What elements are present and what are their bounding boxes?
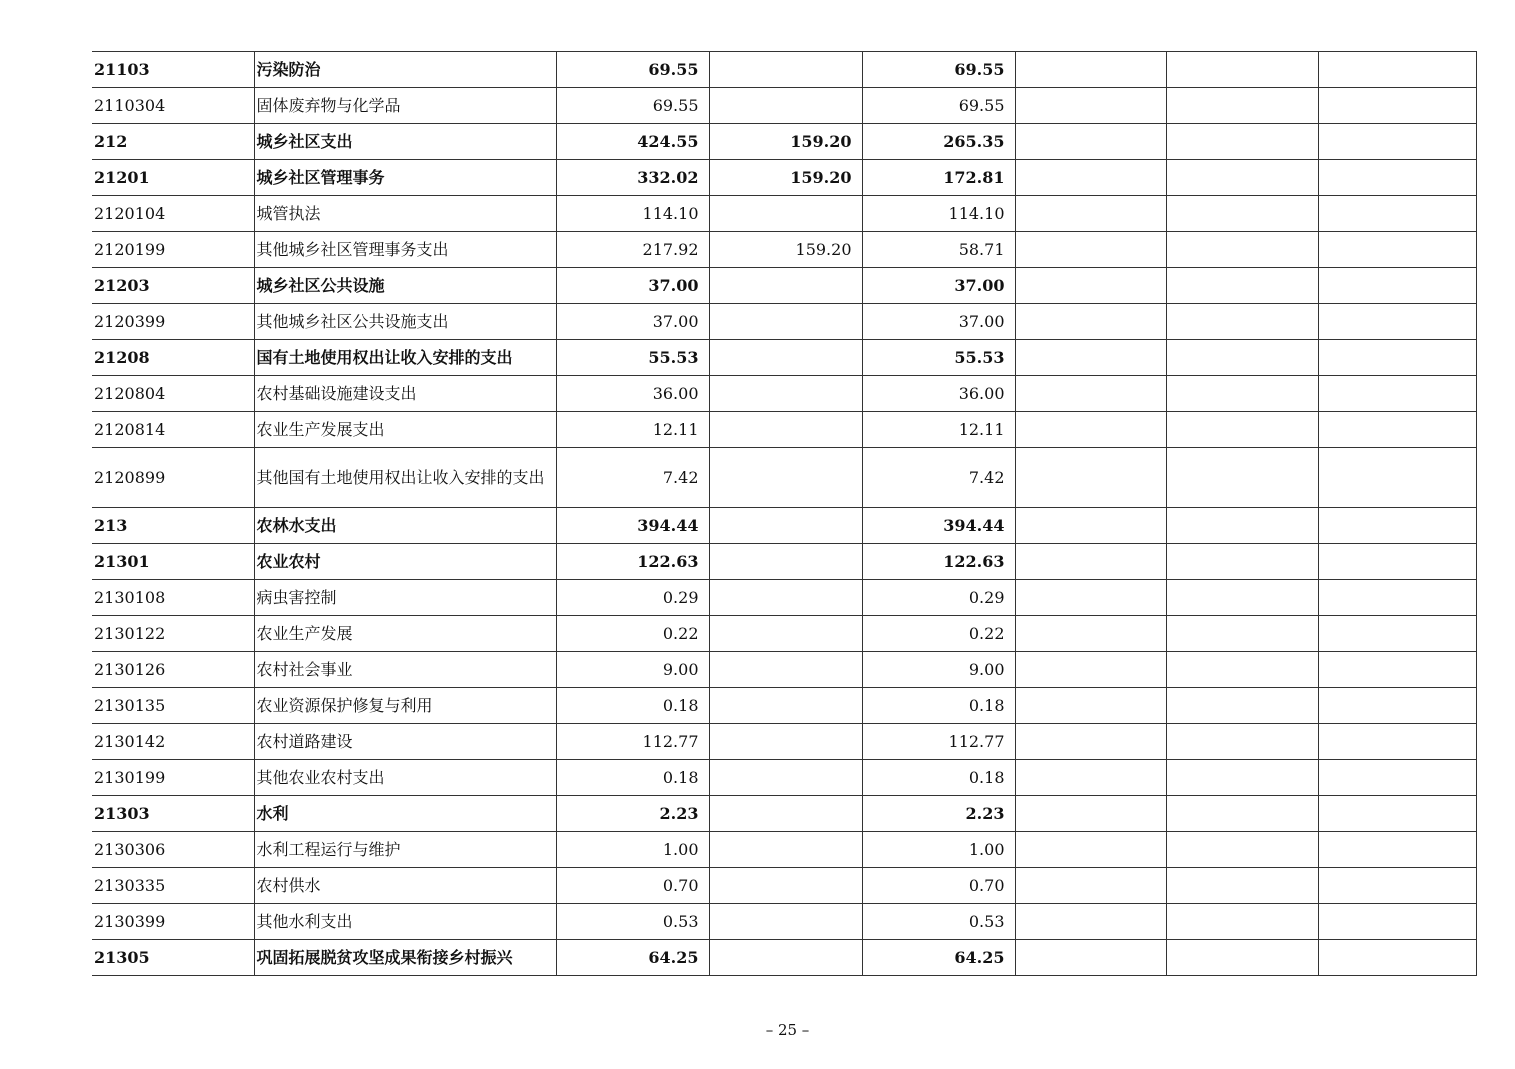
amount-cell: 0.22 — [556, 616, 709, 652]
table-row — [92, 448, 1476, 508]
amount-cell — [1015, 616, 1166, 652]
amount-cell — [1015, 832, 1166, 868]
amount-cell — [709, 688, 862, 724]
amount-cell — [709, 448, 862, 508]
amount-cell — [709, 724, 862, 760]
amount-cell: 172.81 — [862, 160, 1015, 196]
table-row — [92, 832, 1476, 868]
amount-cell: 394.44 — [862, 508, 1015, 544]
amount-cell — [1015, 304, 1166, 340]
amount-cell — [709, 940, 862, 976]
code-cell: 21208 — [92, 340, 254, 376]
table-row — [92, 940, 1476, 976]
table-row — [92, 124, 1476, 160]
amount-cell — [1166, 124, 1318, 160]
amount-cell — [1166, 52, 1318, 88]
amount-cell: 0.18 — [862, 760, 1015, 796]
amount-cell: 0.18 — [862, 688, 1015, 724]
amount-cell — [1015, 724, 1166, 760]
amount-cell — [1015, 544, 1166, 580]
amount-cell — [1015, 124, 1166, 160]
amount-cell — [1318, 760, 1476, 796]
amount-cell — [1318, 304, 1476, 340]
code-cell: 2120104 — [92, 196, 254, 232]
table-row — [92, 580, 1476, 616]
amount-cell: 37.00 — [862, 268, 1015, 304]
name-cell: 农业农村 — [254, 544, 556, 580]
amount-cell — [1318, 940, 1476, 976]
amount-cell — [709, 796, 862, 832]
amount-cell — [1166, 268, 1318, 304]
amount-cell: 58.71 — [862, 232, 1015, 268]
amount-cell — [1015, 88, 1166, 124]
amount-cell: 112.77 — [556, 724, 709, 760]
amount-cell — [709, 196, 862, 232]
name-cell: 农村社会事业 — [254, 652, 556, 688]
amount-cell: 0.70 — [862, 868, 1015, 904]
amount-cell — [1166, 412, 1318, 448]
amount-cell: 12.11 — [556, 412, 709, 448]
code-cell: 21301 — [92, 544, 254, 580]
amount-cell — [1318, 904, 1476, 940]
name-cell: 巩固拓展脱贫攻坚成果衔接乡村振兴 — [254, 940, 556, 976]
amount-cell — [709, 904, 862, 940]
amount-cell: 9.00 — [862, 652, 1015, 688]
amount-cell: 0.53 — [862, 904, 1015, 940]
amount-cell — [1166, 832, 1318, 868]
amount-cell — [709, 544, 862, 580]
amount-cell — [1318, 124, 1476, 160]
amount-cell: 159.20 — [709, 232, 862, 268]
amount-cell — [1015, 196, 1166, 232]
code-cell: 2130108 — [92, 580, 254, 616]
table-row — [92, 412, 1476, 448]
name-cell: 农业生产发展支出 — [254, 412, 556, 448]
amount-cell: 114.10 — [556, 196, 709, 232]
name-cell: 国有土地使用权出让收入安排的支出 — [254, 340, 556, 376]
name-cell: 农村基础设施建设支出 — [254, 376, 556, 412]
code-cell: 2130306 — [92, 832, 254, 868]
code-cell: 2120199 — [92, 232, 254, 268]
name-cell: 城管执法 — [254, 196, 556, 232]
table-row — [92, 268, 1476, 304]
amount-cell — [1166, 688, 1318, 724]
amount-cell — [1318, 448, 1476, 508]
code-cell: 21103 — [92, 52, 254, 88]
amount-cell — [1318, 724, 1476, 760]
amount-cell — [1166, 724, 1318, 760]
name-cell: 城乡社区支出 — [254, 124, 556, 160]
amount-cell: 37.00 — [556, 304, 709, 340]
amount-cell — [1166, 580, 1318, 616]
amount-cell — [709, 88, 862, 124]
amount-cell — [1318, 868, 1476, 904]
amount-cell — [1015, 688, 1166, 724]
amount-cell: 69.55 — [862, 88, 1015, 124]
amount-cell — [1015, 52, 1166, 88]
amount-cell — [709, 52, 862, 88]
amount-cell: 0.18 — [556, 688, 709, 724]
amount-cell — [1015, 508, 1166, 544]
code-cell: 213 — [92, 508, 254, 544]
name-cell: 其他农业农村支出 — [254, 760, 556, 796]
amount-cell: 1.00 — [556, 832, 709, 868]
amount-cell — [1166, 544, 1318, 580]
amount-cell: 36.00 — [862, 376, 1015, 412]
code-cell: 2130142 — [92, 724, 254, 760]
amount-cell — [1015, 940, 1166, 976]
name-cell: 水利工程运行与维护 — [254, 832, 556, 868]
amount-cell: 55.53 — [862, 340, 1015, 376]
table-row — [92, 616, 1476, 652]
code-cell: 2130122 — [92, 616, 254, 652]
table-row — [92, 724, 1476, 760]
amount-cell — [1015, 904, 1166, 940]
table-row — [92, 52, 1476, 88]
name-cell: 其他城乡社区公共设施支出 — [254, 304, 556, 340]
code-cell: 2130135 — [92, 688, 254, 724]
page-number: – 25 – — [765, 1021, 810, 1039]
amount-cell — [1318, 52, 1476, 88]
amount-cell — [709, 760, 862, 796]
amount-cell — [1166, 796, 1318, 832]
table-row — [92, 160, 1476, 196]
amount-cell — [1015, 652, 1166, 688]
amount-cell: 69.55 — [556, 52, 709, 88]
amount-cell — [1318, 508, 1476, 544]
amount-cell: 424.55 — [556, 124, 709, 160]
amount-cell — [1015, 412, 1166, 448]
amount-cell — [709, 508, 862, 544]
name-cell: 水利 — [254, 796, 556, 832]
table-row — [92, 376, 1476, 412]
amount-cell — [1015, 796, 1166, 832]
code-cell: 21305 — [92, 940, 254, 976]
name-cell: 其他城乡社区管理事务支出 — [254, 232, 556, 268]
amount-cell: 36.00 — [556, 376, 709, 412]
budget-table — [92, 51, 1477, 976]
table-row — [92, 196, 1476, 232]
table-row — [92, 904, 1476, 940]
amount-cell — [1318, 652, 1476, 688]
amount-cell — [1015, 760, 1166, 796]
amount-cell — [709, 340, 862, 376]
amount-cell: 69.55 — [862, 52, 1015, 88]
amount-cell — [1015, 448, 1166, 508]
amount-cell — [1166, 868, 1318, 904]
amount-cell: 69.55 — [556, 88, 709, 124]
amount-cell — [1015, 580, 1166, 616]
amount-cell — [1318, 268, 1476, 304]
amount-cell: 37.00 — [556, 268, 709, 304]
code-cell: 2120804 — [92, 376, 254, 412]
code-cell: 2110304 — [92, 88, 254, 124]
amount-cell — [1166, 760, 1318, 796]
name-cell: 农林水支出 — [254, 508, 556, 544]
amount-cell: 7.42 — [862, 448, 1015, 508]
amount-cell: 0.29 — [862, 580, 1015, 616]
amount-cell: 159.20 — [709, 160, 862, 196]
name-cell: 其他国有土地使用权出让收入安排的支出 — [254, 448, 556, 508]
amount-cell — [1015, 232, 1166, 268]
table-row — [92, 868, 1476, 904]
amount-cell: 0.70 — [556, 868, 709, 904]
amount-cell — [1166, 508, 1318, 544]
amount-cell — [1166, 88, 1318, 124]
name-cell: 污染防治 — [254, 52, 556, 88]
amount-cell — [1166, 904, 1318, 940]
code-cell: 21201 — [92, 160, 254, 196]
amount-cell: 64.25 — [862, 940, 1015, 976]
amount-cell — [1015, 268, 1166, 304]
amount-cell — [1015, 376, 1166, 412]
amount-cell — [1015, 160, 1166, 196]
amount-cell — [1318, 196, 1476, 232]
code-cell: 2120814 — [92, 412, 254, 448]
amount-cell — [1166, 448, 1318, 508]
table-row — [92, 232, 1476, 268]
amount-cell — [1318, 160, 1476, 196]
amount-cell: 0.18 — [556, 760, 709, 796]
amount-cell — [709, 412, 862, 448]
amount-cell — [709, 580, 862, 616]
amount-cell: 64.25 — [556, 940, 709, 976]
amount-cell — [709, 616, 862, 652]
amount-cell — [1166, 376, 1318, 412]
name-cell: 农业资源保护修复与利用 — [254, 688, 556, 724]
amount-cell — [709, 652, 862, 688]
amount-cell: 0.53 — [556, 904, 709, 940]
amount-cell: 55.53 — [556, 340, 709, 376]
amount-cell — [1318, 232, 1476, 268]
amount-cell: 394.44 — [556, 508, 709, 544]
amount-cell — [1166, 232, 1318, 268]
amount-cell — [1318, 616, 1476, 652]
amount-cell: 0.29 — [556, 580, 709, 616]
name-cell: 农村供水 — [254, 868, 556, 904]
amount-cell — [1318, 376, 1476, 412]
amount-cell: 122.63 — [556, 544, 709, 580]
amount-cell: 9.00 — [556, 652, 709, 688]
code-cell: 2120399 — [92, 304, 254, 340]
amount-cell — [1166, 340, 1318, 376]
table-row — [92, 760, 1476, 796]
name-cell: 病虫害控制 — [254, 580, 556, 616]
code-cell: 2120899 — [92, 448, 254, 508]
name-cell: 固体废弃物与化学品 — [254, 88, 556, 124]
amount-cell: 112.77 — [862, 724, 1015, 760]
table-row — [92, 796, 1476, 832]
amount-cell: 114.10 — [862, 196, 1015, 232]
amount-cell — [1015, 340, 1166, 376]
amount-cell — [1166, 940, 1318, 976]
name-cell: 城乡社区公共设施 — [254, 268, 556, 304]
amount-cell: 2.23 — [862, 796, 1015, 832]
table-row — [92, 544, 1476, 580]
code-cell: 2130335 — [92, 868, 254, 904]
code-cell: 2130399 — [92, 904, 254, 940]
table-row — [92, 88, 1476, 124]
amount-cell — [1166, 304, 1318, 340]
amount-cell: 159.20 — [709, 124, 862, 160]
code-cell: 2130199 — [92, 760, 254, 796]
code-cell: 2130126 — [92, 652, 254, 688]
name-cell: 城乡社区管理事务 — [254, 160, 556, 196]
amount-cell: 122.63 — [862, 544, 1015, 580]
amount-cell — [709, 304, 862, 340]
amount-cell: 2.23 — [556, 796, 709, 832]
amount-cell — [1318, 88, 1476, 124]
code-cell: 212 — [92, 124, 254, 160]
amount-cell: 217.92 — [556, 232, 709, 268]
amount-cell — [1166, 616, 1318, 652]
amount-cell — [1318, 688, 1476, 724]
name-cell: 其他水利支出 — [254, 904, 556, 940]
amount-cell — [1318, 580, 1476, 616]
amount-cell — [709, 868, 862, 904]
amount-cell: 37.00 — [862, 304, 1015, 340]
table-row — [92, 508, 1476, 544]
amount-cell — [1318, 340, 1476, 376]
amount-cell — [709, 268, 862, 304]
amount-cell: 265.35 — [862, 124, 1015, 160]
name-cell: 农村道路建设 — [254, 724, 556, 760]
name-cell: 农业生产发展 — [254, 616, 556, 652]
table-row — [92, 340, 1476, 376]
amount-cell — [709, 376, 862, 412]
amount-cell — [1318, 832, 1476, 868]
code-cell: 21303 — [92, 796, 254, 832]
amount-cell — [1318, 544, 1476, 580]
table-body — [92, 52, 1476, 976]
amount-cell — [709, 832, 862, 868]
amount-cell — [1318, 796, 1476, 832]
amount-cell — [1015, 868, 1166, 904]
amount-cell — [1166, 652, 1318, 688]
amount-cell: 1.00 — [862, 832, 1015, 868]
table-row — [92, 688, 1476, 724]
amount-cell: 332.02 — [556, 160, 709, 196]
amount-cell — [1166, 160, 1318, 196]
table-row — [92, 652, 1476, 688]
amount-cell: 0.22 — [862, 616, 1015, 652]
code-cell: 21203 — [92, 268, 254, 304]
amount-cell: 7.42 — [556, 448, 709, 508]
amount-cell — [1166, 196, 1318, 232]
table-row — [92, 304, 1476, 340]
amount-cell — [1318, 412, 1476, 448]
amount-cell: 12.11 — [862, 412, 1015, 448]
